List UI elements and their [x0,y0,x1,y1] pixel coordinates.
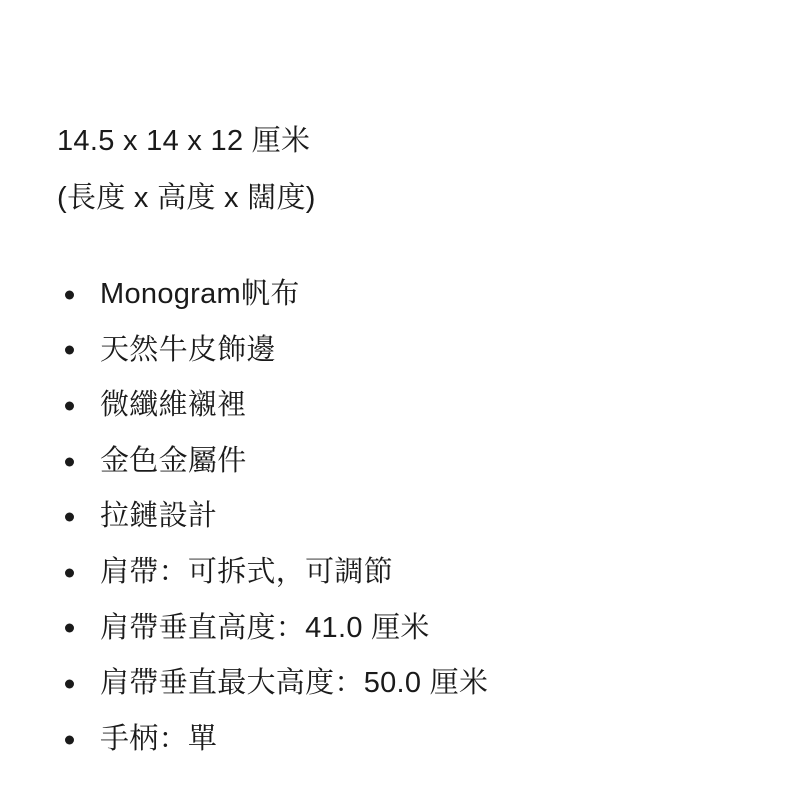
bullet-icon [65,513,74,522]
bullet-icon [65,346,74,355]
feature-list-item [57,545,760,601]
feature-text: 肩帶垂直最大高度：50.0 厘米 [100,667,489,700]
feature-list-item [57,712,760,768]
bullet-icon [65,568,74,577]
bullet-icon [65,457,74,466]
feature-list-item [57,267,760,323]
feature-list-item [57,323,760,379]
bullet-icon [65,624,74,633]
feature-list-item [57,656,760,712]
feature-list-item [57,601,760,657]
feature-text: 天然牛皮飾邊 [100,333,276,366]
dimensions-legend: (長度 x 高度 x 闊度) [57,182,316,214]
feature-text: 肩帶垂直高度：41.0 厘米 [100,611,430,644]
feature-text: 微纖維襯裡 [100,389,247,422]
feature-list-item [57,434,760,490]
bullet-icon [65,735,74,744]
feature-list-item [57,489,760,545]
feature-text: Monogram帆布 [100,278,300,310]
product-feature-list [57,267,760,767]
product-dimensions [57,113,760,227]
bullet-icon [65,679,74,688]
feature-text: 手柄：單 [100,722,218,755]
feature-text: 肩帶：可拆式，可調節 [100,555,394,588]
feature-text: 金色金屬件 [100,444,247,477]
bullet-icon [65,401,74,410]
feature-list-item [57,378,760,434]
bullet-icon [65,290,74,299]
dimensions-value: 14.5 x 14 x 12 厘米 [57,125,311,157]
feature-text: 拉鏈設計 [100,500,218,533]
